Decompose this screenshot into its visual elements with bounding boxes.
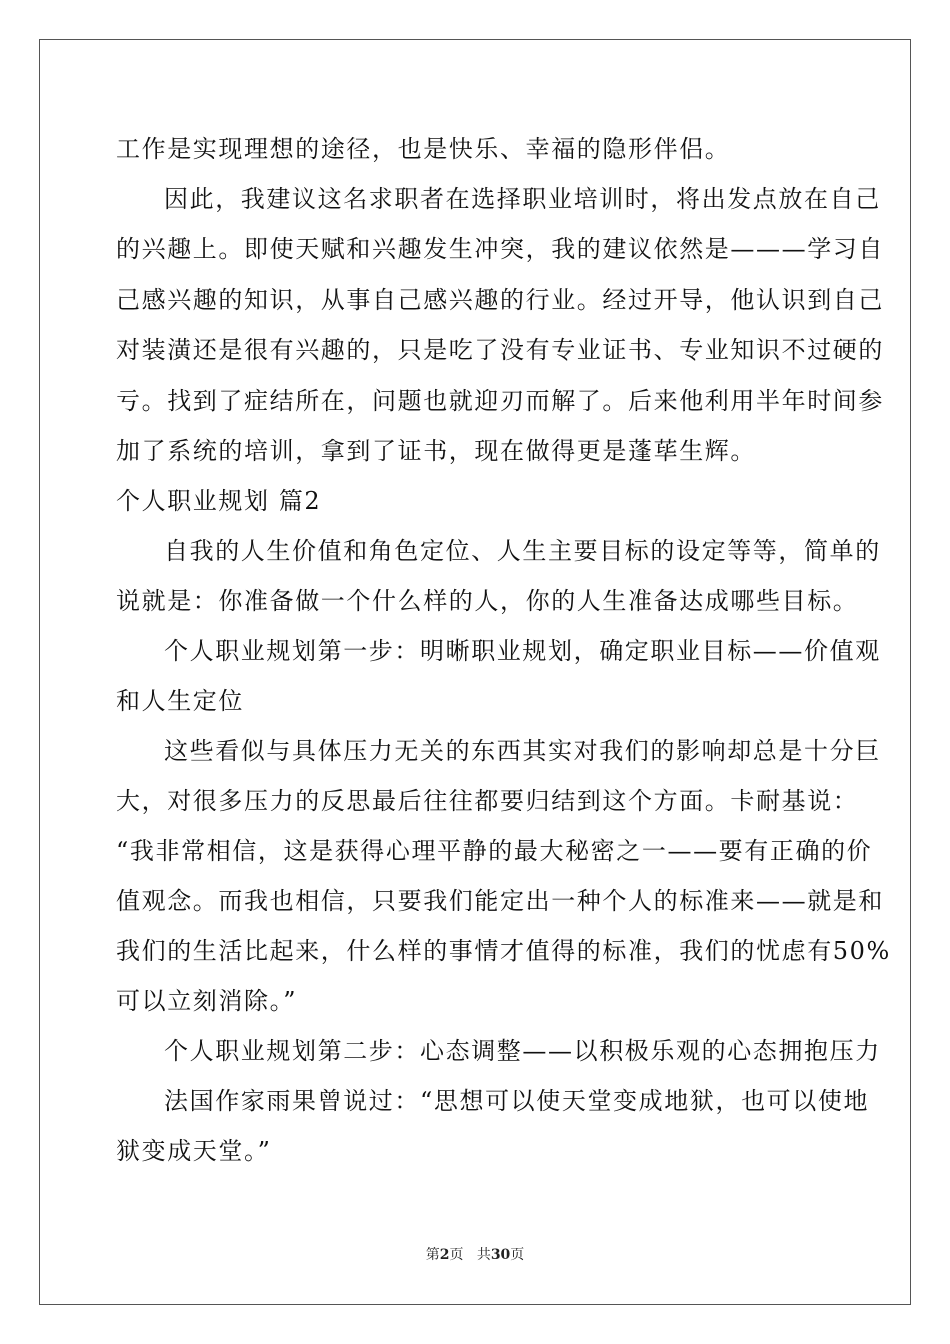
- total-pages: 30: [490, 1247, 511, 1263]
- body-text-line: 因此，我建议这名求职者在选择职业培训时，将出发点放在自己: [164, 185, 881, 213]
- body-text-line: “我非常相信，这是获得心理平静的最大秘密之一——要有正确的价: [116, 837, 873, 865]
- body-text-line: 对装潢还是很有兴趣的，只是吃了没有专业证书、专业知识不过硬的: [116, 336, 884, 364]
- body-text-line: 己感兴趣的知识，从事自己感兴趣的行业。经过开导，他认识到自己: [116, 286, 884, 314]
- body-text-line: 工作是实现理想的途径，也是快乐、幸福的隐形伴侣。: [116, 135, 731, 163]
- body-text-line: 个人职业规划第一步：明晰职业规划，确定职业目标——价值观: [164, 637, 881, 665]
- body-text-line: 狱变成天堂。”: [116, 1137, 272, 1165]
- total-prefix: 共: [476, 1247, 491, 1263]
- body-text-line: 亏。找到了症结所在，问题也就迎刃而解了。后来他利用半年时间参: [116, 387, 884, 415]
- body-text-line: 个人职业规划第二步：心态调整——以积极乐观的心态拥抱压力: [164, 1037, 881, 1065]
- body-text-line: 大，对很多压力的反思最后往往都要归结到这个方面。卡耐基说：: [116, 787, 859, 815]
- body-text-line: 法国作家雨果曾说过：“思想可以使天堂变成地狱，也可以使地: [164, 1087, 870, 1115]
- page-suffix: 页: [449, 1247, 464, 1263]
- page-number: 2: [439, 1247, 450, 1263]
- body-text-line: 说就是：你准备做一个什么样的人，你的人生准备达成哪些目标。: [116, 587, 859, 615]
- body-text-line: 值观念。而我也相信，只要我们能定出一种个人的标准来——就是和: [116, 887, 884, 915]
- section-heading: 个人职业规划 篇2: [116, 487, 322, 515]
- body-text-line: 我们的生活比起来，什么样的事情才值得的标准，我们的忧虑有50%: [116, 937, 891, 965]
- body-text-line: 自我的人生价值和角色定位、人生主要目标的设定等等，简单的: [164, 537, 881, 565]
- body-text-line: 和人生定位: [116, 687, 244, 715]
- total-suffix: 页: [510, 1247, 525, 1263]
- body-text-line: 的兴趣上。即使天赋和兴趣发生冲突，我的建议依然是———学习自: [116, 235, 884, 263]
- body-text-line: 加了系统的培训，拿到了证书，现在做得更是蓬荜生辉。: [116, 437, 756, 465]
- page-footer: [0, 1246, 950, 1264]
- page-prefix: 第: [425, 1247, 440, 1263]
- body-text-line: 这些看似与具体压力无关的东西其实对我们的影响却总是十分巨: [164, 737, 881, 765]
- body-text-line: 可以立刻消除。”: [116, 987, 298, 1015]
